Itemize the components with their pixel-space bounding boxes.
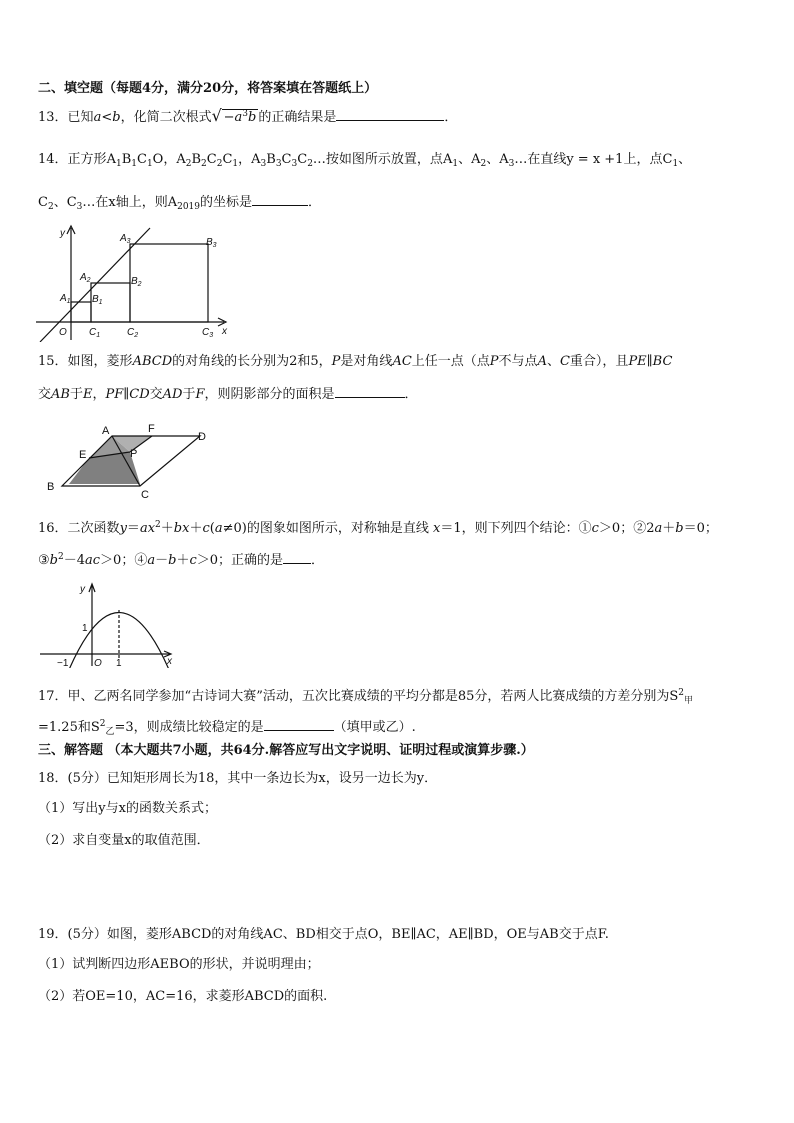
question-14-line-1: 14．正方形$A_1B_1C_1O$，$A_2B_2C_2C_1$，$A_3B_3C_3C_2\dots$按如图所示放置，点$A_1$、$A_2$、$A_3\dots$在直线y = x +1上，点$C_1$、 bbox=[38, 152, 692, 169]
question-19-part-2: （2）若OE=10，AC=16，求菱形ABCD的面积. bbox=[38, 989, 328, 1004]
answer-blank-13[interactable] bbox=[336, 108, 444, 121]
svg-text:1: 1 bbox=[116, 658, 122, 668]
question-16-line-1: 16．二次函数$y=ax^2+bx+c(a\ne 0)$的图象如图所示，对称轴是直线 x＝1，则下列四个结论：①c＞0；②2a＋b＝0； bbox=[38, 520, 718, 536]
svg-text:D: D bbox=[198, 431, 206, 443]
question-15-line-2: 交AB于E，PF∥CD交AD于F，则阴影部分的面积是 ． bbox=[38, 387, 418, 402]
label-origin: O bbox=[59, 327, 67, 338]
svg-text:B3: $B_3$ bbox=[206, 237, 217, 249]
question-13: 13．已知a<b，化简二次根式 √ $-a^3b$ 的正确结果是 ． bbox=[38, 106, 458, 125]
q17-number: 17． bbox=[38, 689, 68, 704]
svg-text:B: B bbox=[47, 481, 55, 493]
radical-expression: √ $-a^3b$ bbox=[211, 106, 257, 125]
answer-blank-17[interactable] bbox=[264, 718, 334, 731]
svg-text:P: P bbox=[130, 448, 138, 460]
rhombus-figure bbox=[42, 420, 222, 502]
question-16-line-2: $③b^2-4ac>0$；④a－b＋c＞0；正确的是 ． bbox=[38, 552, 325, 568]
question-17-line-1: 17．甲、乙两名同学参加“古诗词大赛”活动，五次比赛成绩的平均分都是85分，若两人比赛成绩的方差分别为$S^2_甲$ bbox=[38, 688, 694, 706]
q16-number: 16． bbox=[38, 521, 68, 536]
svg-text:F: F bbox=[148, 423, 155, 435]
question-15-line-1: 15．如图，菱形ABCD的对角线的长分别为2和5，P是对角线AC上任一点（点P不与点A、C重合），且PE∥BC bbox=[38, 354, 673, 369]
svg-text:E: E bbox=[79, 449, 87, 461]
label-x: x bbox=[222, 326, 227, 337]
square-1 bbox=[71, 302, 91, 322]
parabola-figure bbox=[38, 580, 178, 668]
label-y: y bbox=[60, 228, 65, 239]
svg-text:A1: $A_1$ bbox=[60, 293, 71, 305]
svg-text:C1: $C_1$ bbox=[89, 327, 101, 339]
svg-text:C2: $C_2$ bbox=[127, 327, 139, 339]
svg-text:1: 1 bbox=[82, 623, 88, 634]
question-19-part-1: （1）试判断四边形AEBO的形状，并说明理由； bbox=[38, 957, 320, 972]
question-17-line-2: =1.25和$S^2_乙=3$，则成绩比较稳定的是 （填甲或乙）. bbox=[38, 719, 416, 737]
question-18: 18．(5分）已知矩形周长为18，其中一条边长为x，设另一边长为y． bbox=[38, 771, 438, 786]
svg-text:y: y bbox=[80, 584, 85, 595]
answer-blank-16[interactable] bbox=[283, 551, 311, 564]
svg-text:O: O bbox=[94, 658, 102, 668]
q15-number: 15． bbox=[38, 354, 68, 369]
svg-text:A2: $A_2$ bbox=[80, 272, 91, 284]
svg-text:C: C bbox=[141, 489, 149, 501]
square-3 bbox=[130, 244, 208, 322]
svg-text:B2: $B_2$ bbox=[131, 276, 142, 288]
question-18-part-1: （1）写出y与x的函数关系式； bbox=[38, 801, 217, 816]
question-18-part-2: （2）求自变量x的取值范围． bbox=[38, 833, 210, 848]
squares-figure bbox=[34, 224, 244, 342]
section-2-header: 二、填空题（每题4分，满分20分，将答案填在答题纸上） bbox=[38, 81, 378, 96]
q13-number: 13． bbox=[38, 110, 68, 125]
svg-text:C3: $C_3$ bbox=[202, 327, 214, 339]
answer-blank-15[interactable] bbox=[335, 385, 405, 398]
section-3-header: 三、解答题 （本大题共7小题，共64分.解答应写出文字说明、证明过程或演算步骤.） bbox=[38, 743, 534, 758]
svg-text:A3: $A_3$ bbox=[120, 233, 131, 245]
answer-blank-14[interactable] bbox=[252, 193, 308, 206]
svg-text:x: x bbox=[167, 656, 172, 667]
svg-text:A: A bbox=[102, 425, 110, 437]
svg-text:B1: $B_1$ bbox=[92, 294, 103, 306]
q14-number: 14． bbox=[38, 152, 68, 167]
svg-text:−1: −1 bbox=[57, 658, 69, 668]
question-14-line-2: $C_2$、$C_3\dots$在x轴上，则$A_{2019}$的坐标是 ． bbox=[38, 195, 322, 212]
question-19: 19．(5分）如图，菱形ABCD的对角线AC、BD相交于点O，BE∥AC，AE∥BD，OE与AB交于点F. bbox=[38, 927, 609, 942]
